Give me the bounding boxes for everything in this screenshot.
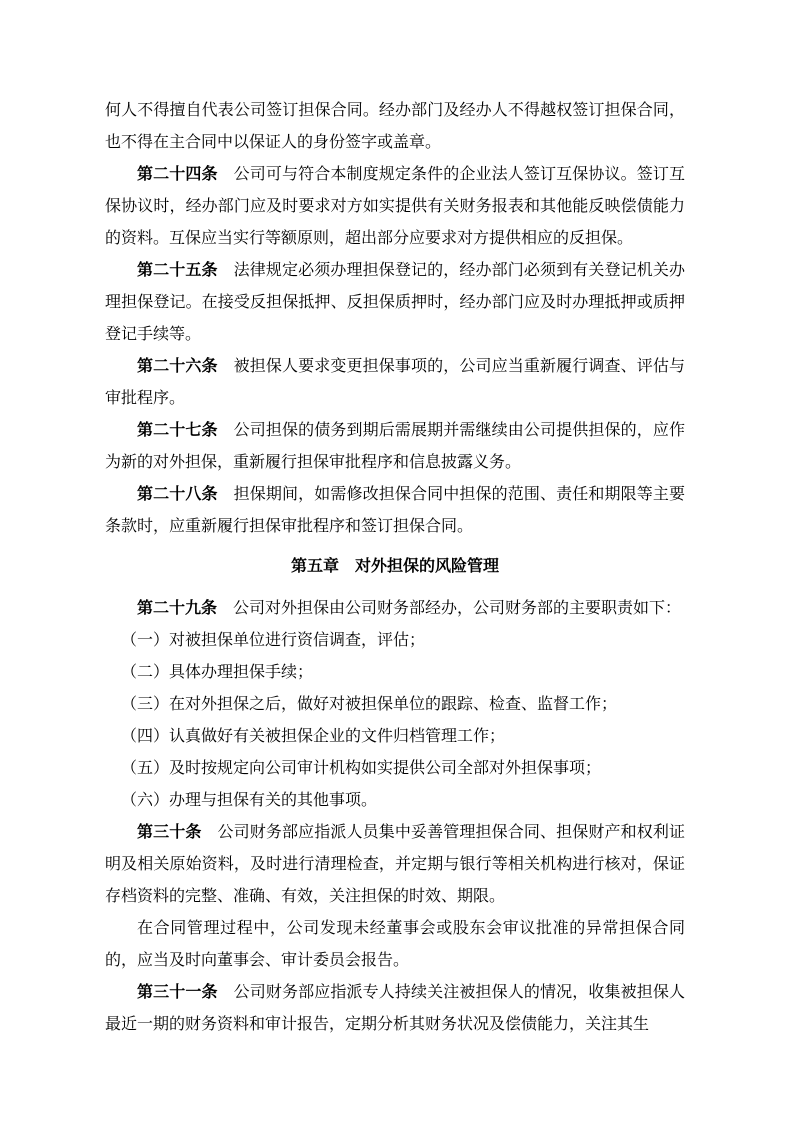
document-content (105, 95, 685, 1041)
chapter-heading (105, 551, 685, 583)
paragraph-text: 公司财务部应指派专人持续关注被担保人的情况，收集被担保人最近一期的财务资料和审计报告，定期分析其财务状况及偿债能力，关注其生 (105, 984, 685, 1033)
body-paragraph (105, 95, 685, 159)
body-paragraph (105, 351, 685, 415)
paragraph-text: 公司可与符合本制度规定条件的企业法人签订互保协议。签订互保协议时，经办部门应及时要求对方如实提供有关财务报表和其他能反映偿债能力的资料。互保应当实行等额原则，超出部分应要求对方提供相应的反担保。 (105, 166, 685, 247)
list-item-paragraph (105, 785, 685, 817)
paragraph-text: 公司财务部应指派人员集中妥善管理担保合同、担保财产和权利证明及相关原始资料，及时进行清理检查，并定期与银行等相关机构进行核对，保证存档资料的完整、准确、有效，关注担保的时效、期限。 (105, 824, 685, 905)
article-number: 第二十五条 (137, 262, 218, 279)
paragraph-text: 公司对外担保由公司财务部经办，公司财务部的主要职责如下： (233, 600, 682, 617)
list-item-paragraph (105, 625, 685, 657)
paragraph-text: 担保期间，如需修改担保合同中担保的范围、责任和期限等主要条款时，应重新履行担保审批程序和签订担保合同。 (105, 486, 685, 535)
body-paragraph (105, 977, 685, 1041)
body-paragraph (105, 913, 685, 977)
article-number: 第三十条 (137, 824, 202, 841)
paragraph-text: （六）办理与担保有关的其他事项。 (121, 792, 378, 809)
list-item-paragraph (105, 657, 685, 689)
paragraph-text: （二）具体办理担保手续； (121, 664, 314, 681)
paragraph-text: 公司担保的债务到期后需展期并需继续由公司提供担保的，应作为新的对外担保，重新履行担保审批程序和信息披露义务。 (105, 422, 685, 471)
article-number: 第二十九条 (137, 600, 218, 617)
article-number: 第三十一条 (137, 984, 218, 1001)
body-paragraph (105, 479, 685, 543)
paragraph-text: 法律规定必须办理担保登记的，经办部门必须到有关登记机关办理担保登记。在接受反担保抵押、反担保质押时，经办部门应及时办理抵押或质押登记手续等。 (105, 262, 685, 343)
paragraph-text: （五）及时按规定向公司审计机构如实提供公司全部对外担保事项； (121, 760, 602, 777)
article-number: 第二十六条 (137, 358, 218, 375)
article-number: 第二十七条 (137, 422, 218, 439)
article-number: 第二十八条 (137, 486, 218, 503)
paragraph-text: 何人不得擅自代表公司签订担保合同。经办部门及经办人不得越权签订担保合同，也不得在主合同中以保证人的身份签字或盖章。 (105, 102, 685, 151)
list-item-paragraph (105, 689, 685, 721)
body-paragraph (105, 255, 685, 351)
article-number: 第二十四条 (137, 166, 218, 183)
chapter-number: 第五章 (290, 558, 339, 575)
body-paragraph (105, 817, 685, 913)
list-item-paragraph (105, 721, 685, 753)
body-paragraph (105, 415, 685, 479)
body-paragraph (105, 159, 685, 255)
paragraph-text: （四）认真做好有关被担保企业的文件归档管理工作； (121, 728, 506, 745)
paragraph-text: 在合同管理过程中，公司发现未经董事会或股东会审议批准的异常担保合同的，应当及时向董事会、审计委员会报告。 (105, 920, 685, 969)
chapter-title: 对外担保的风险管理 (355, 558, 500, 575)
paragraph-text: （一）对被担保单位进行资信调查，评估； (121, 632, 426, 649)
paragraph-text: 被担保人要求变更担保事项的，公司应当重新履行调查、评估与审批程序。 (105, 358, 685, 407)
list-item-paragraph (105, 753, 685, 785)
body-paragraph (105, 593, 685, 625)
paragraph-text: （三）在对外担保之后，做好对被担保单位的跟踪、检查、监督工作； (121, 696, 618, 713)
